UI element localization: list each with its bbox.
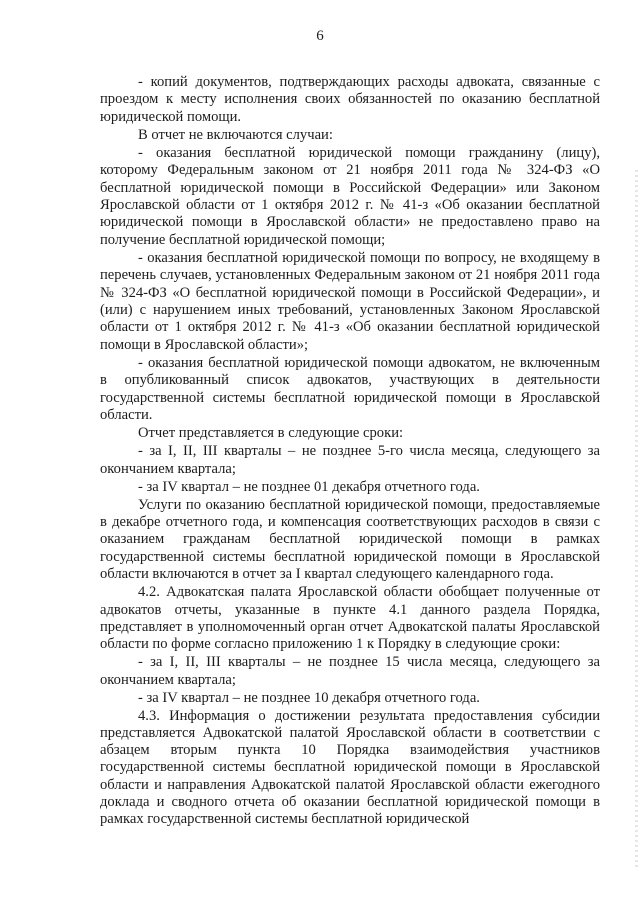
paragraph-exclusions-intro: В отчет не включаются случаи: — [138, 126, 333, 143]
paragraph-exclusion-unlisted-lawyer: - оказания бесплатной юридической помощи адвокатом, не включенным в опубликованный список адвокатов, участвующих в деятельности государственной системы бесплатной юридической помощи в Ярославской области. — [100, 354, 600, 424]
document-body — [100, 74, 600, 828]
paragraph-4-2: 4.2. Адвокатская палата Ярославской области обобщает полученные от адвокатов отчеты, указанные в пункте 4.1 данного раздела Порядка, представляет в уполномоченный орган отчет Адвокатской палаты Ярославской области по форме согласно приложению 1 к Порядку в следующие сроки: — [100, 584, 600, 653]
scan-edge-artifact — [635, 170, 638, 870]
paragraph-exclusion-out-of-list: - оказания бесплатной юридической помощи по вопросу, не входящему в перечень случаев, установленных Федеральным законом от 21 ноября 2011 года № 324-ФЗ «О бесплатной юридической помощи в Российской Федерации», и (или) с нарушением иных требований, установленных Законом Ярославской области от 1 октября 2012 г. № 41-з «Об оказании бесплатной юридической помощи в Ярославской области»; — [100, 249, 600, 353]
page-number: 6 — [316, 28, 324, 44]
paragraph-deadlines-intro: Отчет представляется в следующие сроки: — [138, 425, 404, 442]
paragraph-4-2-deadline-q1-q3: - за I, II, III кварталы – не позднее 15 числа месяца, следующего за окончанием квартала; — [100, 654, 600, 688]
paragraph-expense-documents: - копий документов, подтверждающих расходы адвоката, связанные с проездом к месту исполнения своих обязанностей по оказанию бесплатной юридической помощи. — [100, 74, 600, 125]
paragraph-december-services: Услуги по оказанию бесплатной юридической помощи, предоставляемые в декабре отчетного года, и компенсация соответствующих расходов в связи с оказанием гражданам бесплатной юридической помощи в рамках государственной системы бесплатной юридической помощи в Ярославской области включаются в отчет за I квартал следующего календарного года. — [100, 496, 600, 583]
paragraph-4-2-deadline-q4: - за IV квартал – не позднее 10 декабря отчетного года. — [138, 689, 480, 706]
paragraph-deadline-q4: - за IV квартал – не позднее 01 декабря отчетного года. — [138, 478, 480, 495]
paragraph-4-3: 4.3. Информация о достижении результата предоставления субсидии представляется Адвокатской палатой Ярославской области в соответствии с абзацем вторым пункта 10 Порядка взаимодействия участников государственной системы бесплатной юридической помощи в Ярославской области и направления Адвокатской палатой Ярославской области ежегодного доклада и сводного отчета об оказании бесплатной юридической помощи в рамках государственной системы бесплатной юридической — [100, 707, 600, 827]
paragraph-deadline-q1-q3: - за I, II, III кварталы – не позднее 5-го числа месяца, следующего за окончанием квартала; — [100, 443, 600, 477]
paragraph-exclusion-no-right: - оказания бесплатной юридической помощи гражданину (лицу), которому Федеральным законом от 21 ноября 2011 года № 324-ФЗ «О бесплатной юридической помощи в Российской Федерации» или Законом Ярославской области от 1 октября 2012 г. № 41-з «Об оказании бесплатной юридической помощи в Ярославской области» не предоставлено право на получение бесплатной юридической помощи; — [100, 144, 600, 248]
